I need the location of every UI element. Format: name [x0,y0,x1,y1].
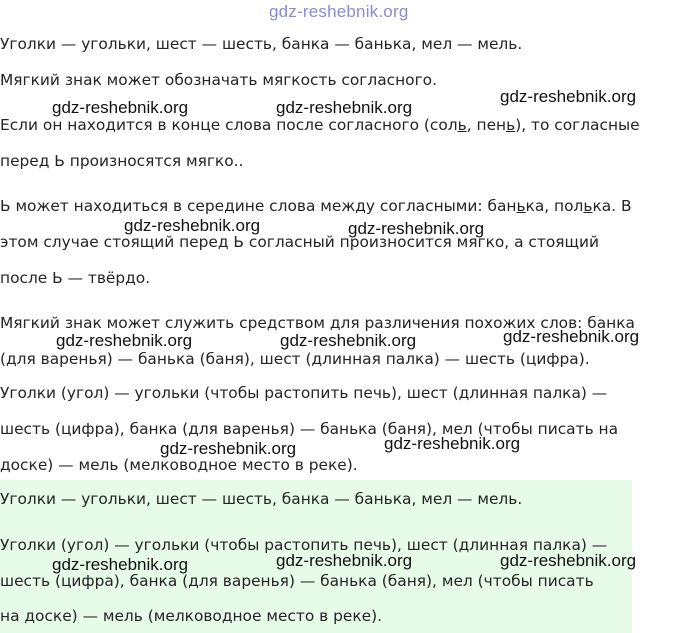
paragraph-end-of-word-cont: перед Ь произносятся мягко.. [0,152,244,170]
answer-line-1: Уголки — угольки, шест — шесть, банка — банька, мел — мель. [0,490,523,508]
watermark: gdz-reshebnik.org [124,216,261,235]
paragraph-examples: Уголки — угольки, шест — шесть, банка — банька, мел — мель. [0,35,523,53]
paragraph-pairs-line3: доске) — мель (мелководное место в реке). [0,456,358,474]
watermark: gdz-reshebnik.org [280,331,417,350]
watermark: gdz-reshebnik.org [276,98,413,117]
paragraph-pairs-line1: Уголки (угол) — угольки (чтобы растопить печь), шест (длинная палка) — [0,384,608,402]
watermark: gdz-reshebnik.org [276,551,413,570]
watermark: gdz-reshebnik.org [384,434,521,453]
answer-line-4: на доске) — мель (мелководное место в реке). [0,607,383,625]
watermark: gdz-reshebnik.org [348,219,485,238]
paragraph-distinguish-line2: (для варенья) — банька (баня), шест (длинная палка) — шесть (цифра). [0,350,590,368]
watermark: gdz-reshebnik.org [52,555,189,574]
paragraph-middle-of-word: Ь может находиться в середине слова между согласными: банька, полька. В [0,197,632,215]
paragraph-distinguish: Мягкий знак может служить средством для различения похожих слов: банка [0,314,635,332]
paragraph-pairs-line2: шесть (цифра), банка (для варенья) — банька (баня), мел (чтобы писать на [0,420,619,438]
watermark: gdz-reshebnik.org [52,98,189,117]
paragraph-middle-of-word-line3: после Ь — твёрдо. [0,269,151,287]
site-header-link[interactable]: gdz-reshebnik.org [269,2,409,21]
paragraph-end-of-word: Если он находится в конце слова после согласного (соль, пень), то согласные [0,116,640,134]
watermark: gdz-reshebnik.org [500,87,637,106]
watermark: gdz-reshebnik.org [56,331,193,350]
paragraph-middle-of-word-line2: этом случае стоящий перед Ь согласный произносится мягко, а стоящий [0,233,600,251]
answer-line-3: шесть (цифра), банка (для варенья) — банька (баня), мел (чтобы писать [0,572,594,590]
answer-line-2: Уголки (угол) — угольки (чтобы растопить печь), шест (длинная палка) — [0,536,608,554]
watermark: gdz-reshebnik.org [500,551,637,570]
watermark: gdz-reshebnik.org [503,327,640,346]
paragraph-rule: Мягкий знак может обозначать мягкость согласного. [0,71,437,89]
watermark: gdz-reshebnik.org [160,439,297,458]
